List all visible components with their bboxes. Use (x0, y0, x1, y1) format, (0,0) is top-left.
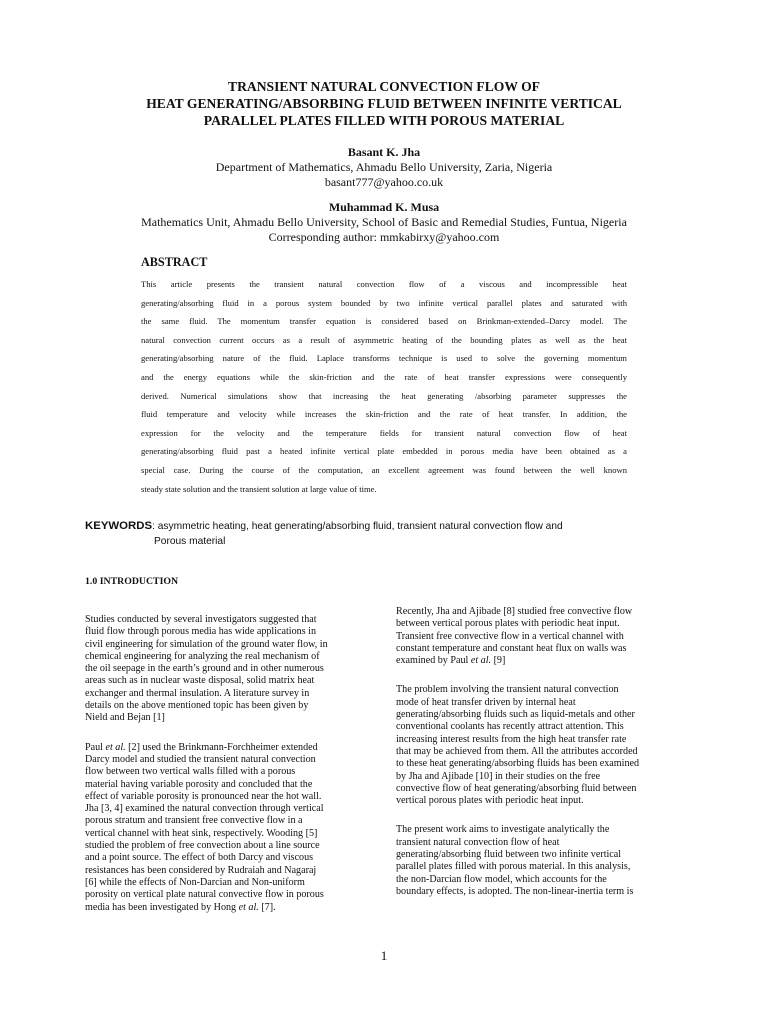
text-line: resistances has been considered by Rudraiah and Nagaraj (85, 864, 317, 876)
text-line: details on the above mentioned topic has been given by (85, 700, 309, 712)
keywords-label: KEYWORDS (85, 520, 153, 532)
text-line: effect of variable porosity is pronounced near the hot wall. (85, 790, 322, 802)
text-line: Transient free convective flow in a vertical channel with (396, 630, 624, 642)
abstract-body (141, 275, 627, 498)
text-line: flow between two vertical walls filled with a porous (85, 766, 296, 778)
text-line: porous stratum and transient free convective flow in a (85, 815, 303, 827)
text-span: [9] (491, 655, 506, 667)
text-line: the non-Darcian flow model, which accounts for the (396, 873, 607, 885)
text-line: constant temperature and constant heat flux on walls was (396, 642, 627, 654)
author-name: Muhammad K. Musa (328, 200, 440, 214)
text-line: by Jha and Ajibade [10] in their studies on the free (396, 770, 601, 782)
text-line: that may be achieved from them. All the attributes accorded (396, 745, 638, 757)
section-heading-introduction: 1.0 INTRODUCTION (85, 576, 179, 587)
text-line: the oil seepage in the earth’s ground and in other numerous (85, 663, 324, 675)
right-column (396, 589, 684, 915)
abstract-line: the same fluid. The momentum transfer equation is considered based on Brinkman-extended–Darcy model. The (141, 316, 627, 327)
text-line: Jha [3, 4] examined the natural convection through vertical (85, 803, 324, 815)
title-line: HEAT GENERATING/ABSORBING FLUID BETWEEN INFINITE VERTICAL (146, 96, 622, 111)
text-span: examined by Paul (396, 655, 471, 667)
text-line: parallel plates filled with porous material. In this analysis, (396, 861, 631, 873)
text-line: vertical porous plates with periodic heat input. (396, 795, 584, 807)
page-number: 1 (380, 948, 388, 963)
author-affiliation: Mathematics Unit, Ahmadu Bello University, School of Basic and Remedial Studies, Funtua, Nigeria (141, 215, 627, 229)
title-line: TRANSIENT NATURAL CONVECTION FLOW OF (228, 79, 540, 94)
author-block-2 (90, 200, 678, 245)
text-line (85, 742, 373, 754)
keywords-list: : asymmetric heating, heat generating/absorbing fluid, transient natural convection flow and (152, 521, 563, 532)
text-line: exchanger and thermal insulation. A literature survey in (85, 687, 310, 699)
italic-et-al: et al. (238, 901, 259, 913)
text-line: The problem involving the transient natural convection (396, 684, 619, 696)
text-line: The present work aims to investigate analytically the (396, 824, 610, 836)
author-email[interactable]: basant777@yahoo.co.uk (324, 175, 444, 189)
text-line: Nield and Bejan [1] (85, 712, 165, 724)
keywords-list-continued: Porous material (154, 536, 226, 547)
abstract-line: special case. During the course of the computation, an excellent agreement was found between the well known (141, 464, 627, 475)
text-line: civil engineering for simulation of the ground water flow, in (85, 638, 328, 650)
text-line: conventional coolants has recently attract attention. This (396, 721, 624, 733)
italic-et-al: et al. (470, 655, 492, 667)
abstract-line: generating/absorbing nature of the fluid. Laplace transforms technique is used to solve the governing momentum (141, 353, 627, 364)
text-line: convective flow of heat generating/absorbing fluid between (396, 782, 637, 794)
abstract-line: natural convection current occurs as a result of asymmetric heating of the bounding plates as well as the heat (141, 334, 627, 345)
text-line: increasing interest results from the high heat transfer rate (396, 733, 627, 745)
text-span: [2] used the Brinkmann-Forchheimer extended (125, 741, 318, 753)
abstract-line: expression for the velocity and the temperature fields for transient natural convection flow of heat (141, 427, 627, 438)
text-line: [6] while the effects of Non-Darcian and Non-uniform (85, 876, 305, 888)
text-line: and a point source. The effect of both Darcy and viscous (85, 852, 314, 864)
text-line: to these heat generating/absorbing fluids has been examined (396, 758, 640, 770)
abstract-line: generating/absorbing fluid past a heated infinite vertical plate embedded in porous media have been obtained as a (141, 446, 627, 457)
text-span: [7]. (258, 901, 276, 913)
text-line: generating/absorbing fluids such as liquid-metals and other (396, 709, 635, 721)
author-name: Basant K. Jha (347, 145, 421, 159)
abstract-line: steady state solution and the transient solution at large value of time. (141, 483, 377, 494)
text-line: fluid flow through porous media has wide applications in (85, 626, 316, 638)
author-block-1 (90, 145, 678, 190)
text-line: between vertical porous plates with periodic heat input. (396, 618, 620, 630)
keywords (85, 519, 645, 549)
left-column (85, 597, 373, 931)
paper-title (90, 78, 678, 129)
abstract-line: generating/absorbing fluid in a porous system bounded by two infinite vertical parallel plates and saturated with (141, 297, 627, 308)
text-line: chemical engineering for analyzing the real mechanism of (85, 650, 320, 662)
text-line: mode of heat transfer driven by internal heat (396, 696, 576, 708)
italic-et-al: et al. (105, 741, 126, 753)
text-line: material having variable porosity and concluded that the (85, 778, 313, 790)
abstract-line: and the energy equations while the skin-friction and the rate of heat transfer expressions were consequently (141, 371, 627, 382)
abstract-line: This article presents the transient natural convection flow of a viscous and incompressible heat (141, 279, 627, 289)
text-line: areas such as in nuclear waste disposal, solid matrix heat (85, 675, 315, 687)
abstract-line: fluid temperature and velocity while increases the skin-friction and the rate of heat transfer. In addition, the (141, 409, 627, 420)
text-line (396, 655, 684, 667)
text-span: Paul (85, 741, 106, 753)
text-line: boundary effects, is adopted. The non-linear-inertia term is (396, 885, 634, 897)
corresponding-author[interactable]: Corresponding author: mmkabirxy@yahoo.com (268, 230, 500, 244)
text-span: media has been investigated by Hong (85, 901, 239, 913)
abstract-line: derived. Numerical simulations show that increasing the heat generating /absorbing parameter suppresses the (141, 390, 627, 401)
text-line: Darcy model and studied the transient natural convection (85, 753, 316, 765)
author-affiliation: Department of Mathematics, Ahmadu Bello University, Zaria, Nigeria (215, 160, 553, 174)
text-line: vertical channel with heat sink, respectively. Wooding [5] (85, 827, 318, 839)
text-line: porosity on vertical plate natural convective flow in porous (85, 889, 324, 901)
text-line: studied the problem of free convection about a line source (85, 840, 320, 852)
text-line: Studies conducted by several investigators suggested that (85, 614, 317, 625)
text-line (85, 902, 373, 914)
text-line: generating/absorbing fluid between two infinite vertical (396, 849, 622, 861)
abstract-heading: ABSTRACT (141, 255, 208, 269)
text-line: transient natural convection flow of heat (396, 836, 560, 848)
title-line: PARALLEL PLATES FILLED WITH POROUS MATERIAL (203, 113, 565, 128)
text-line: Recently, Jha and Ajibade [8] studied free convective flow (396, 606, 633, 617)
